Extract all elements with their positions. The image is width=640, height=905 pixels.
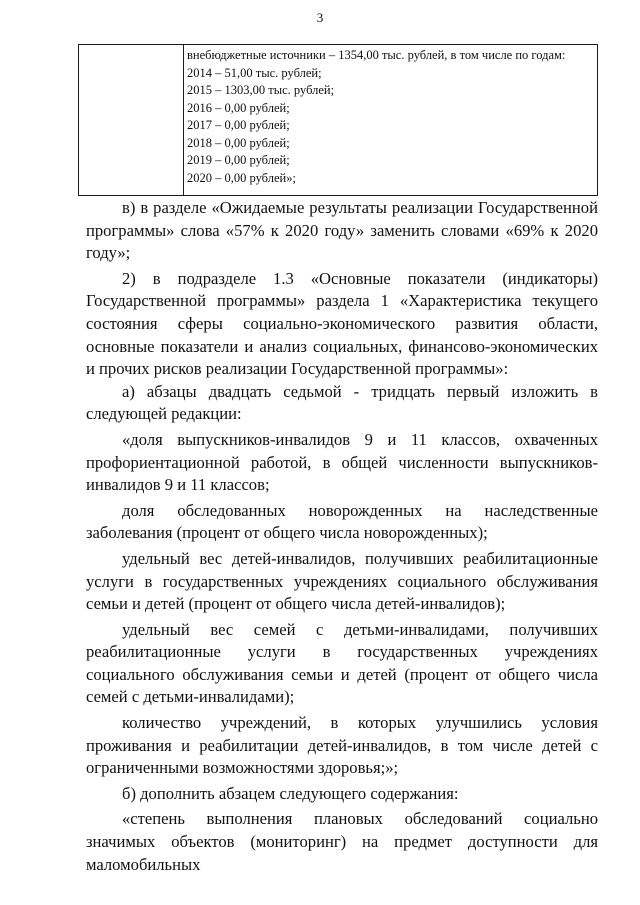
funding-line: 2015 – 1303,00 тыс. рублей; bbox=[187, 83, 335, 97]
table-funding-cell bbox=[184, 45, 598, 196]
funding-line: 2016 – 0,00 рублей; bbox=[187, 100, 290, 115]
funding-line: внебюджетные источники – 1354,00 тыс. рублей, в том числе по годам: bbox=[187, 48, 566, 62]
paragraph-indicator-newborns: доля обследованных новорожденных на наследственные заболевания (процент от общего числа новорожденных); bbox=[86, 500, 598, 543]
paragraph-indicator-families: удельный вес семей с детьми-инвалидами, получивших реабилитационные услуги в государственных учреждениях социального обслуживания семьи и детей (процент от общего числа семей с детьми-инвалидами); bbox=[86, 619, 598, 707]
page-number: 3 bbox=[316, 10, 324, 25]
funding-line: 2020 – 0,00 рублей»; bbox=[187, 170, 296, 185]
paragraph-indicator-institutions: количество учреждений, в которых улучшились условия проживания и реабилитации детей-инвалидов, в том числе детей с ограниченными возможностями здоровья;»; bbox=[86, 713, 598, 778]
paragraph-indicator-graduates: «доля выпускников-инвалидов 9 и 11 классов, охваченных профориентационной работой, в общей численности выпускников-инвалидов 9 и 11 классов; bbox=[86, 429, 598, 495]
funding-line: 2014 – 51,00 тыс. рублей; bbox=[187, 65, 322, 80]
funding-line: 2019 – 0,00 рублей; bbox=[187, 153, 290, 167]
paragraph-item-b: б) дополнить абзацем следующего содержания: bbox=[122, 783, 459, 803]
paragraph-indicator-children: удельный вес детей-инвалидов, получивших реабилитационные услуги в государственных учреждениях социального обслуживания семьи и детей (процент от общего числа детей-инвалидов); bbox=[86, 548, 598, 614]
funding-line: 2018 – 0,00 рублей; bbox=[187, 135, 290, 150]
paragraph-indicator-monitoring: «степень выполнения плановых обследований социально значимых объектов (мониторинг) на предмет доступности для маломобильных bbox=[86, 809, 598, 874]
funding-line: 2017 – 0,00 рублей; bbox=[187, 118, 290, 132]
table-row bbox=[79, 45, 598, 196]
table-empty-cell bbox=[79, 45, 184, 196]
paragraph-subsection-1-3: 2) в подразделе 1.3 «Основные показатели (индикаторы) Государственной программы» раздела 1 «Характеристика текущего состояния сферы социально-экономического развития области, основные показатели и анализ социальных, финансово-экономических и прочих рисков реализации Государственной программы»: bbox=[86, 268, 598, 379]
funding-table bbox=[78, 44, 598, 196]
paragraph-item-a: а) абзацы двадцать седьмой - тридцать первый изложить в следующей редакции: bbox=[86, 381, 598, 424]
paragraph-results-section: в) в разделе «Ожидаемые результаты реализации Государственной программы» слова «57% к 2020 году» заменить словами «69% к 2020 году»; bbox=[86, 198, 598, 263]
document-body bbox=[86, 197, 598, 876]
